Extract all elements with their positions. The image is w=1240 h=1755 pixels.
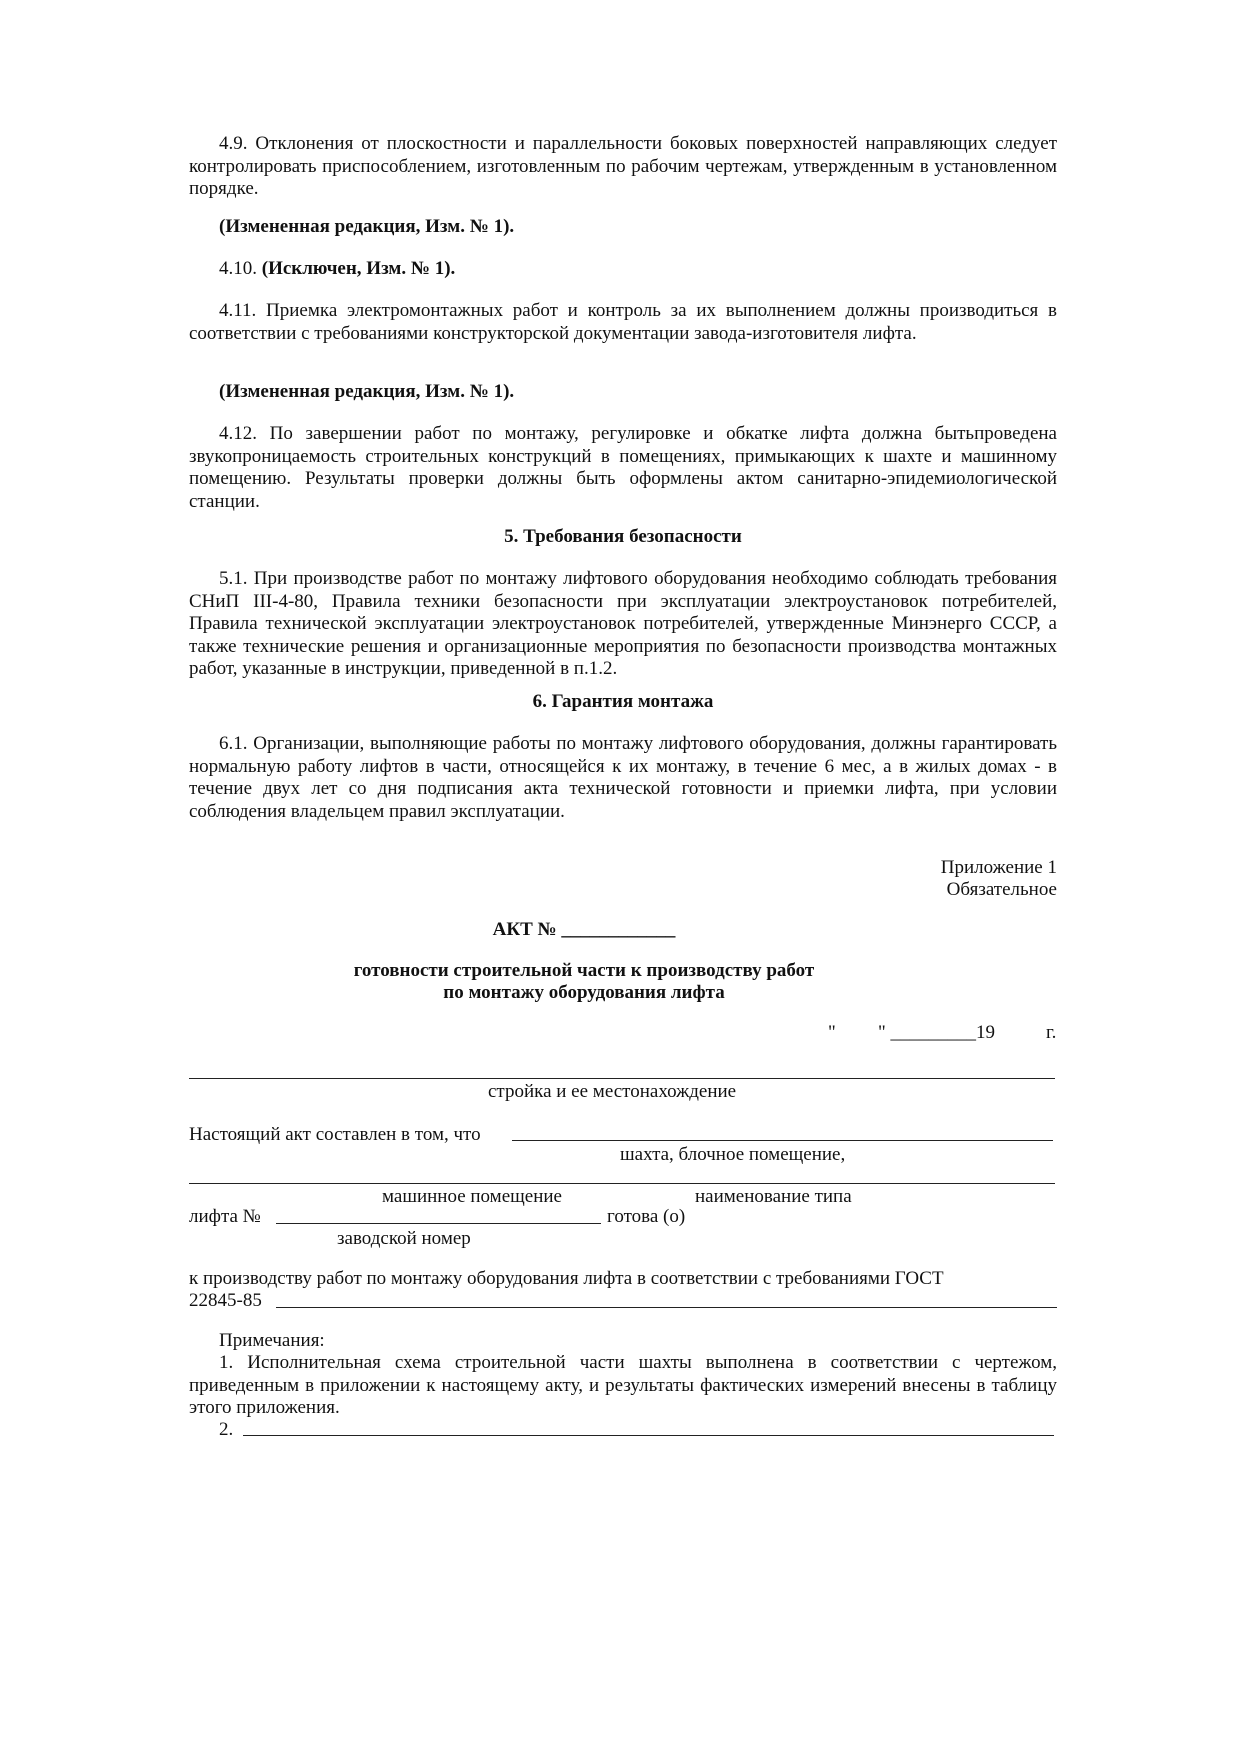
- act-intro-blank-line: [512, 1140, 1053, 1141]
- note-2-blank-line: [243, 1435, 1054, 1436]
- paragraph-4-10: [189, 258, 1057, 281]
- paragraph-4-12: 4.12. По завершении работ по монтажу, регулировке и обкатке лифта должна бытьпроведена звукопроницаемость строительных конструкций в помещениях, примыкающих к шахте и машинному помещению. Результаты проверки должны быть оформлены актом санитарно-эпидемиологической станции.: [189, 423, 1057, 512]
- paragraph-5-1: 5.1. При производстве работ по монтажу лифтового оборудования необходимо соблюдать требования СНиП III-4-80, Правила техники безопасности при эксплуатации электроустановок потребителей, Правила технической эксплуатации электроустановок потребителей, утвержденные Минэнерго СССР, а также технические решения и организационные мероприятия по безопасности производства монтажных работ, указанные в инструкции, приведенной в п.1.2.: [189, 568, 1057, 679]
- paragraph-4-10-excluded-note: (Исключен, Изм. № 1).: [261, 258, 456, 279]
- section-5-heading: 5. Требования безопасности: [504, 526, 742, 547]
- act-subtitle-line-1: готовности строительной части к производству работ: [353, 960, 815, 981]
- ready-label: готова (о): [607, 1206, 686, 1227]
- appendix-label: Приложение 1: [940, 857, 1057, 878]
- gost-requirement-text: к производству работ по монтажу оборудования лифта в соответствии с требованиями ГОСТ: [189, 1268, 944, 1289]
- caption-factory-number: заводской номер: [337, 1228, 471, 1249]
- paragraph-4-9-amendment-note: (Измененная редакция, Изм. № 1).: [219, 216, 515, 237]
- date-open-quote: ": [828, 1022, 836, 1043]
- note-2-number: 2.: [219, 1419, 234, 1440]
- site-caption: стройка и ее местонахождение: [488, 1081, 737, 1102]
- notes-title: Примечания:: [219, 1330, 325, 1351]
- act-subtitle-line-2: по монтажу оборудования лифта: [443, 982, 725, 1003]
- act-title: АКТ № ____________: [492, 919, 676, 940]
- caption-machine-room: машинное помещение: [382, 1186, 562, 1207]
- premises-blank-line: [189, 1183, 1055, 1184]
- act-intro-text: Настоящий акт составлен в том, что: [189, 1124, 481, 1145]
- paragraph-4-11: 4.11. Приемка электромонтажных работ и контроль за их выполнением должны производиться в соответствии с требованиями конструкторской документации завода-изготовителя лифта.: [189, 300, 1057, 344]
- paragraph-4-9: 4.9. Отклонения от плоскостности и параллельности боковых поверхностей направляющих следует контролировать приспособлением, изготовленным по рабочим чертежам, утвержденным в установленном порядке.: [189, 133, 1057, 199]
- site-blank-line: [189, 1078, 1055, 1079]
- date-year-suffix: г.: [1046, 1022, 1057, 1043]
- caption-shaft: шахта, блочное помещение,: [620, 1144, 846, 1165]
- gost-number: 22845-85: [189, 1290, 262, 1311]
- section-6-heading: 6. Гарантия монтажа: [532, 691, 714, 712]
- paragraph-4-11-amendment-note: (Измененная редакция, Изм. № 1).: [219, 381, 515, 402]
- appendix-status: Обязательное: [946, 879, 1057, 900]
- note-1: 1. Исполнительная схема строительной части шахты выполнена в соответствии с чертежом, приведенным в приложении к настоящему акту, и результаты фактических измерений внесены в таблицу этого приложения.: [189, 1352, 1057, 1418]
- date-year-field: " _________19: [878, 1022, 996, 1043]
- gost-blank-line: [276, 1307, 1057, 1308]
- paragraph-6-1: 6.1. Организации, выполняющие работы по монтажу лифтового оборудования, должны гарантировать нормальную работу лифтов в части, относящейся к их монтажу, в течение 6 мес, а в жилых домах - в течение двух лет со дня подписания акта технической готовности и приемки лифта, при условии соблюдения владельцем правил эксплуатации.: [189, 733, 1057, 822]
- lift-number-label: лифта №: [189, 1206, 261, 1227]
- caption-type-name: наименование типа: [695, 1186, 852, 1207]
- lift-number-blank-line: [276, 1223, 601, 1224]
- paragraph-4-10-number: 4.10.: [219, 258, 262, 279]
